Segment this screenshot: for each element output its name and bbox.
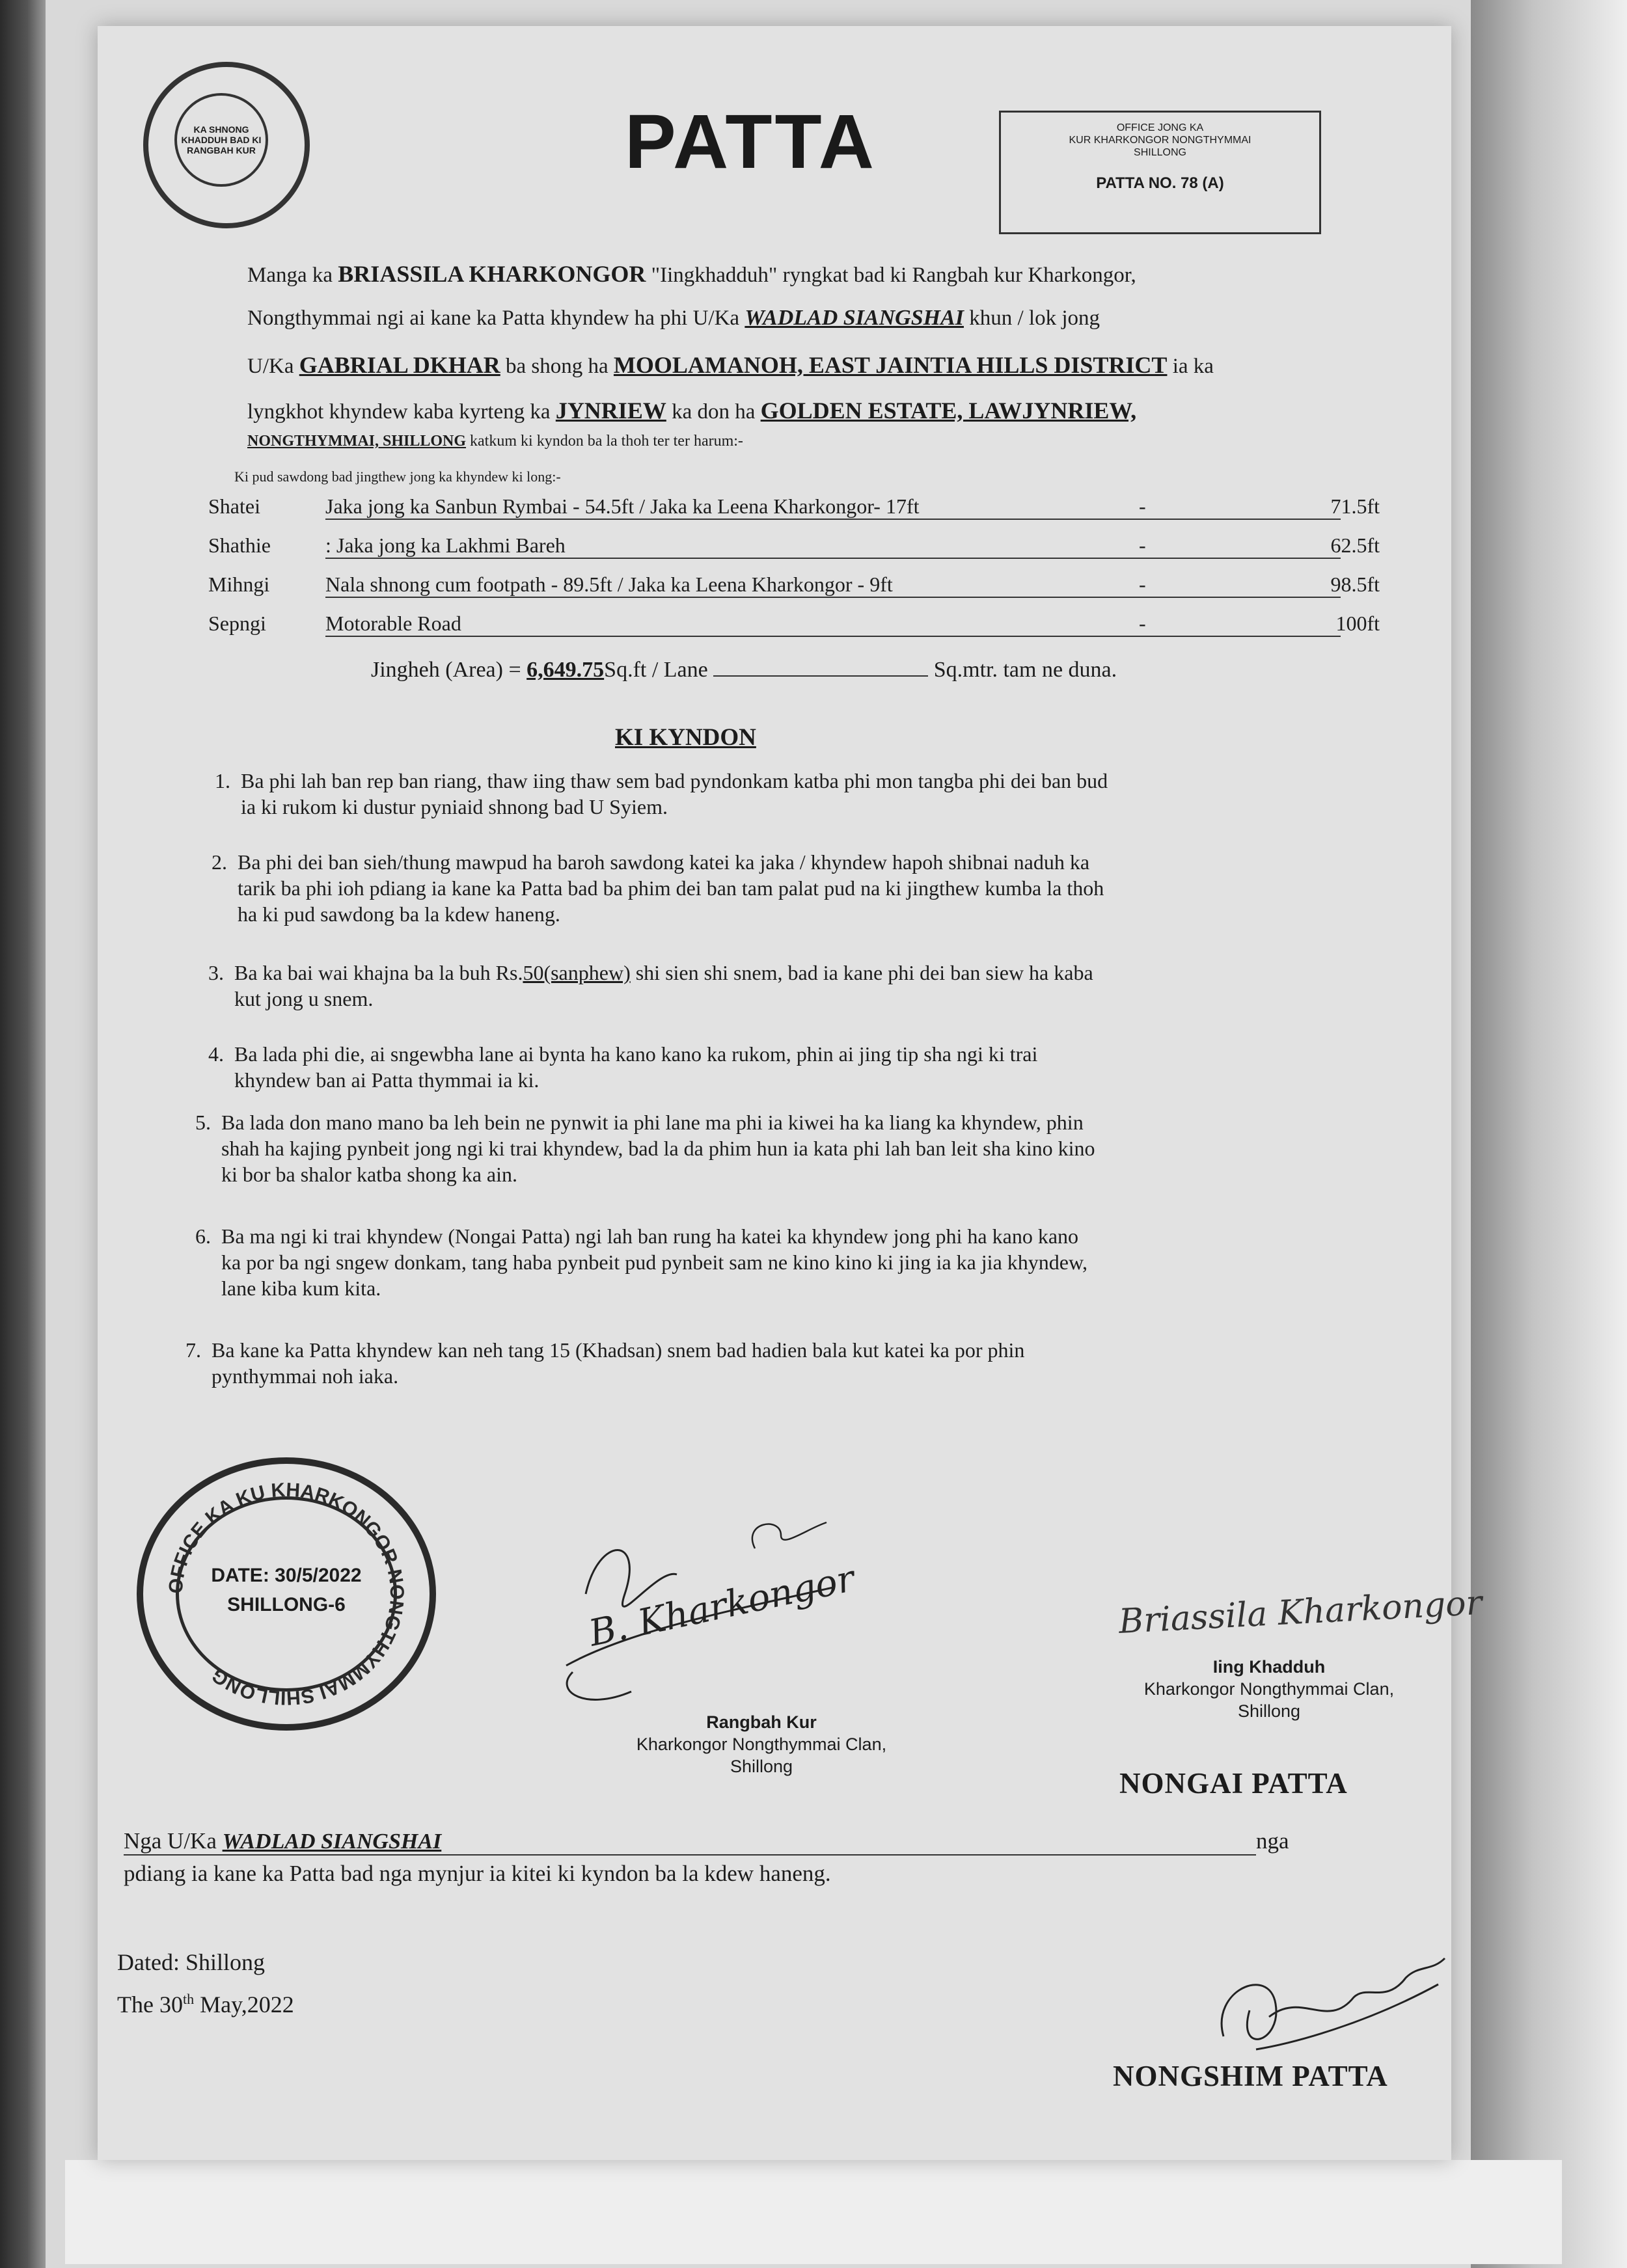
nongai-patta-label: NONGAI PATTA [1119,1767,1348,1800]
boundary-row [208,612,1380,641]
intro-line-1 [247,260,1136,288]
condition-line: Ba phi lah ban rep ban riang, thaw iing thaw sem bad pyndonkam katba phi mon tangba phi dei ban bud [241,769,1108,792]
date-text: The 30 [117,1991,183,2018]
condition-line: Ba phi dei ban sieh/thung mawpud ha baroh sawdong katei ka jaka / khyndew hapoh shibnai naduh ka [238,850,1090,874]
signatory-clan: Kharkongor Nongthymmai Clan, [636,1735,887,1754]
boundary-direction: Sepngi [208,612,266,635]
condition-number: 2. [212,850,227,874]
seal-city: SHILLONG-6 [227,1594,346,1615]
condition-line: lane kiba kum kita. [221,1276,381,1300]
boundary-direction: Shathie [208,533,271,557]
grantee-signature [1197,1939,1471,2069]
signatory-title: Iing Khadduh [1212,1657,1326,1677]
boundary-length: 98.5ft [1330,573,1380,596]
boundary-length: 71.5ft [1330,494,1380,518]
rangbah-signature-block [599,1711,924,1777]
dated-date [117,1991,294,2018]
condition-line: Ba lada don mano mano ba leh bein ne pynwit ia phi lane ma phi ia kiwei ha ka liang ka khyndew, phin [221,1111,1084,1134]
condition-item [195,1109,1095,1187]
boundary-direction: Mihngi [208,573,270,596]
rangbah-signature-text: B. Kharkongor [585,1557,858,1655]
land-location-2: NONGTHYMMAI, SHILLONG [247,433,467,450]
intro-text: katkum ki kyndon ba la thoh ter ter harum:- [466,433,743,450]
condition-line: Ba ma ngi ki trai khyndew (Nongai Patta) ngi lah ban rung ha katei ka khyndew jong phi ha kano kano [221,1224,1079,1248]
condition-line: tarik ba phi ioh pdiang ia kane ka Patta bad ba phim dei ban tam palat pud na ki jingthew kumba la thoh [238,876,1104,900]
area-blank-field [713,657,928,677]
condition-item [215,768,1108,820]
land-name: JYNRIEW [555,398,666,424]
boundary-row [208,573,1380,602]
clan-seal-text: KA SHNONG KHADDUH BAD KI RANGBAH KUR [174,93,268,187]
boundary-intro: Ki pud sawdong bad jingthew jong ka khyndew ki long:- [234,468,561,485]
scan-left-edge [0,0,46,2268]
signatory-clan: Kharkongor Nongthymmai Clan, [1143,1679,1395,1699]
intro-text: Manga ka [247,263,338,287]
tax-amount: 50(sanphew) [523,961,631,984]
office-line-3: SHILLONG [1134,147,1186,158]
office-line-1: OFFICE JONG KA [1116,122,1204,133]
intro-text: lyngkhot khyndew kaba kyrteng ka [247,400,556,424]
date-text: May,2022 [194,1991,294,2018]
intro-line-2 [247,306,1100,331]
condition-number: 6. [195,1224,211,1248]
boundary-dash: - [1139,533,1146,557]
rangbah-signature [547,1496,911,1731]
condition-number: 5. [195,1111,211,1134]
intro-line-5 [247,433,743,450]
condition-item [195,1223,1087,1301]
declaration-text: nga [1256,1828,1289,1854]
signatory-city: Shillong [1237,1701,1301,1721]
land-location: GOLDEN ESTATE, LAWJYNRIEW, [760,398,1137,424]
boundary-dash: - [1139,612,1146,635]
condition-line: pynthymmai noh iaka. [212,1364,399,1388]
date-suffix: th [182,1991,195,2007]
grantor-name: BRIASSILA KHARKONGOR [338,261,646,287]
boundary-description: Motorable Road [325,612,1341,637]
declarant-name: WADLAD SIANGSHAI [222,1829,442,1854]
grantee-name: WADLAD SIANGSHAI [745,306,964,330]
declaration-name-field [124,1828,1256,1856]
boundary-dash: - [1139,573,1146,596]
boundary-description: Nala shnong cum footpath - 89.5ft / Jaka ka Leena Kharkongor - 9ft [325,573,1341,598]
residence: MOOLAMANOH, EAST JAINTIA HILLS DISTRICT [613,352,1168,378]
condition-line: Ba lada phi die, ai sngewbha lane ai bynta ha kano kano ka rukom, phin ai jing tip sha ngi ki trai [234,1042,1038,1066]
condition-line: ia ki rukom ki dustur pyniaid shnong bad U Syiem. [241,795,668,818]
condition-item [208,960,1093,1012]
seal-ring-label: OFFICE KA KU KHARKONGOR NONGTHYMMAI SHILLONG [165,1479,408,1709]
boundary-dash: - [1139,494,1146,518]
area-suffix: Sq.mtr. tam ne duna. [933,658,1117,682]
intro-line-3 [247,351,1214,379]
area-value: 6,649.75 [526,658,605,682]
office-box [999,111,1321,234]
nongshim-patta-label: NONGSHIM PATTA [1113,2060,1388,2092]
condition-line: ki bor ba shalor katba shong ka ain. [221,1163,517,1186]
seal-date: DATE: 30/5/2022 [211,1565,362,1586]
khadduh-signature-block [1093,1656,1445,1722]
conditions-heading: KI KYNDON [615,724,756,751]
condition-number: 3. [208,961,224,984]
intro-text: U/Ka [247,355,299,378]
paper-underlay [65,2160,1562,2264]
declaration-line-2: pdiang ia kane ka Patta bad nga mynjur ia kitei ki kyndon ba la kdew haneng. [124,1861,831,1886]
condition-number: 7. [185,1338,201,1362]
condition-line: ka por ba ngi sngew donkam, tang haba pynbeit pud pynbeit sam ne kino kino ki jing ia ka jia khyndew, [221,1250,1087,1274]
condition-line [234,960,1093,986]
declaration-line-1 [124,1828,1289,1856]
boundary-description: : Jaka jong ka Lakhmi Bareh [325,533,1341,559]
father-name: GABRIAL DKHAR [299,352,500,378]
signatory-title: Rangbah Kur [706,1712,817,1732]
intro-line-4 [247,397,1136,424]
document-title: PATTA [625,99,877,185]
intro-text: "Iingkhadduh" ryngkat bad ki Rangbah kur Kharkongor, [646,263,1136,287]
condition-number: 1. [215,769,230,792]
khadduh-signature [1106,1574,1523,1659]
office-line-2: KUR KHARKONGOR NONGTHYMMAI [1069,135,1251,146]
condition-line: ha ki pud sawdong ba la kdew haneng. [238,902,560,926]
condition-number: 4. [208,1042,224,1066]
boundary-length: 100ft [1335,612,1380,635]
intro-text: ka don ha [666,400,761,424]
condition-item [212,849,1104,927]
boundary-length: 62.5ft [1330,533,1380,557]
patta-number: PATTA NO. 78 (A) [1096,174,1224,192]
condition-line: shah ha kajing pynbeit jong ngi ki trai khyndew, bad la da phim hun ia kata phi lah ban leit sha kino kino [221,1137,1095,1160]
khadduh-signature-text: Briassila Kharkongor [1117,1583,1483,1641]
area-unit: Sq.ft / Lane [604,658,708,682]
area-label: Jingheh (Area) = [371,658,527,682]
dated-place: Dated: Shillong [117,1949,265,1975]
intro-text: ia ka [1167,355,1214,378]
signatory-city: Shillong [730,1757,793,1776]
condition-line: Ba kane ka Patta khyndew kan neh tang 15 (Khadsan) snem bad hadien bala kut katei ka por phin [212,1338,1025,1362]
condition-text: Ba ka bai wai khajna ba la buh Rs. [234,961,523,984]
boundary-description: Jaka jong ka Sanbun Rymbai - 54.5ft / Jaka ka Leena Kharkongor- 17ft [325,494,1341,520]
intro-text: ba shong ha [500,355,614,378]
condition-line: khyndew ban ai Patta thymmai ia ki. [234,1068,540,1092]
boundary-row [208,533,1380,563]
clan-seal-top [143,62,310,228]
scan-right-background [1471,0,1627,2268]
condition-item [208,1041,1038,1093]
office-seal-bottom [137,1457,436,1731]
intro-text: khun / lok jong [963,306,1100,330]
area-line [371,657,1117,682]
declaration-text: Nga U/Ka [124,1828,223,1854]
boundary-direction: Shatei [208,494,260,518]
condition-text: shi sien shi snem, bad ia kane phi dei ban siew ha kaba [630,961,1093,984]
condition-item [185,1337,1025,1389]
condition-line: kut jong u snem. [234,987,374,1010]
boundary-row [208,494,1380,524]
intro-text: Nongthymmai ngi ai kane ka Patta khyndew ha phi U/Ka [247,306,745,330]
